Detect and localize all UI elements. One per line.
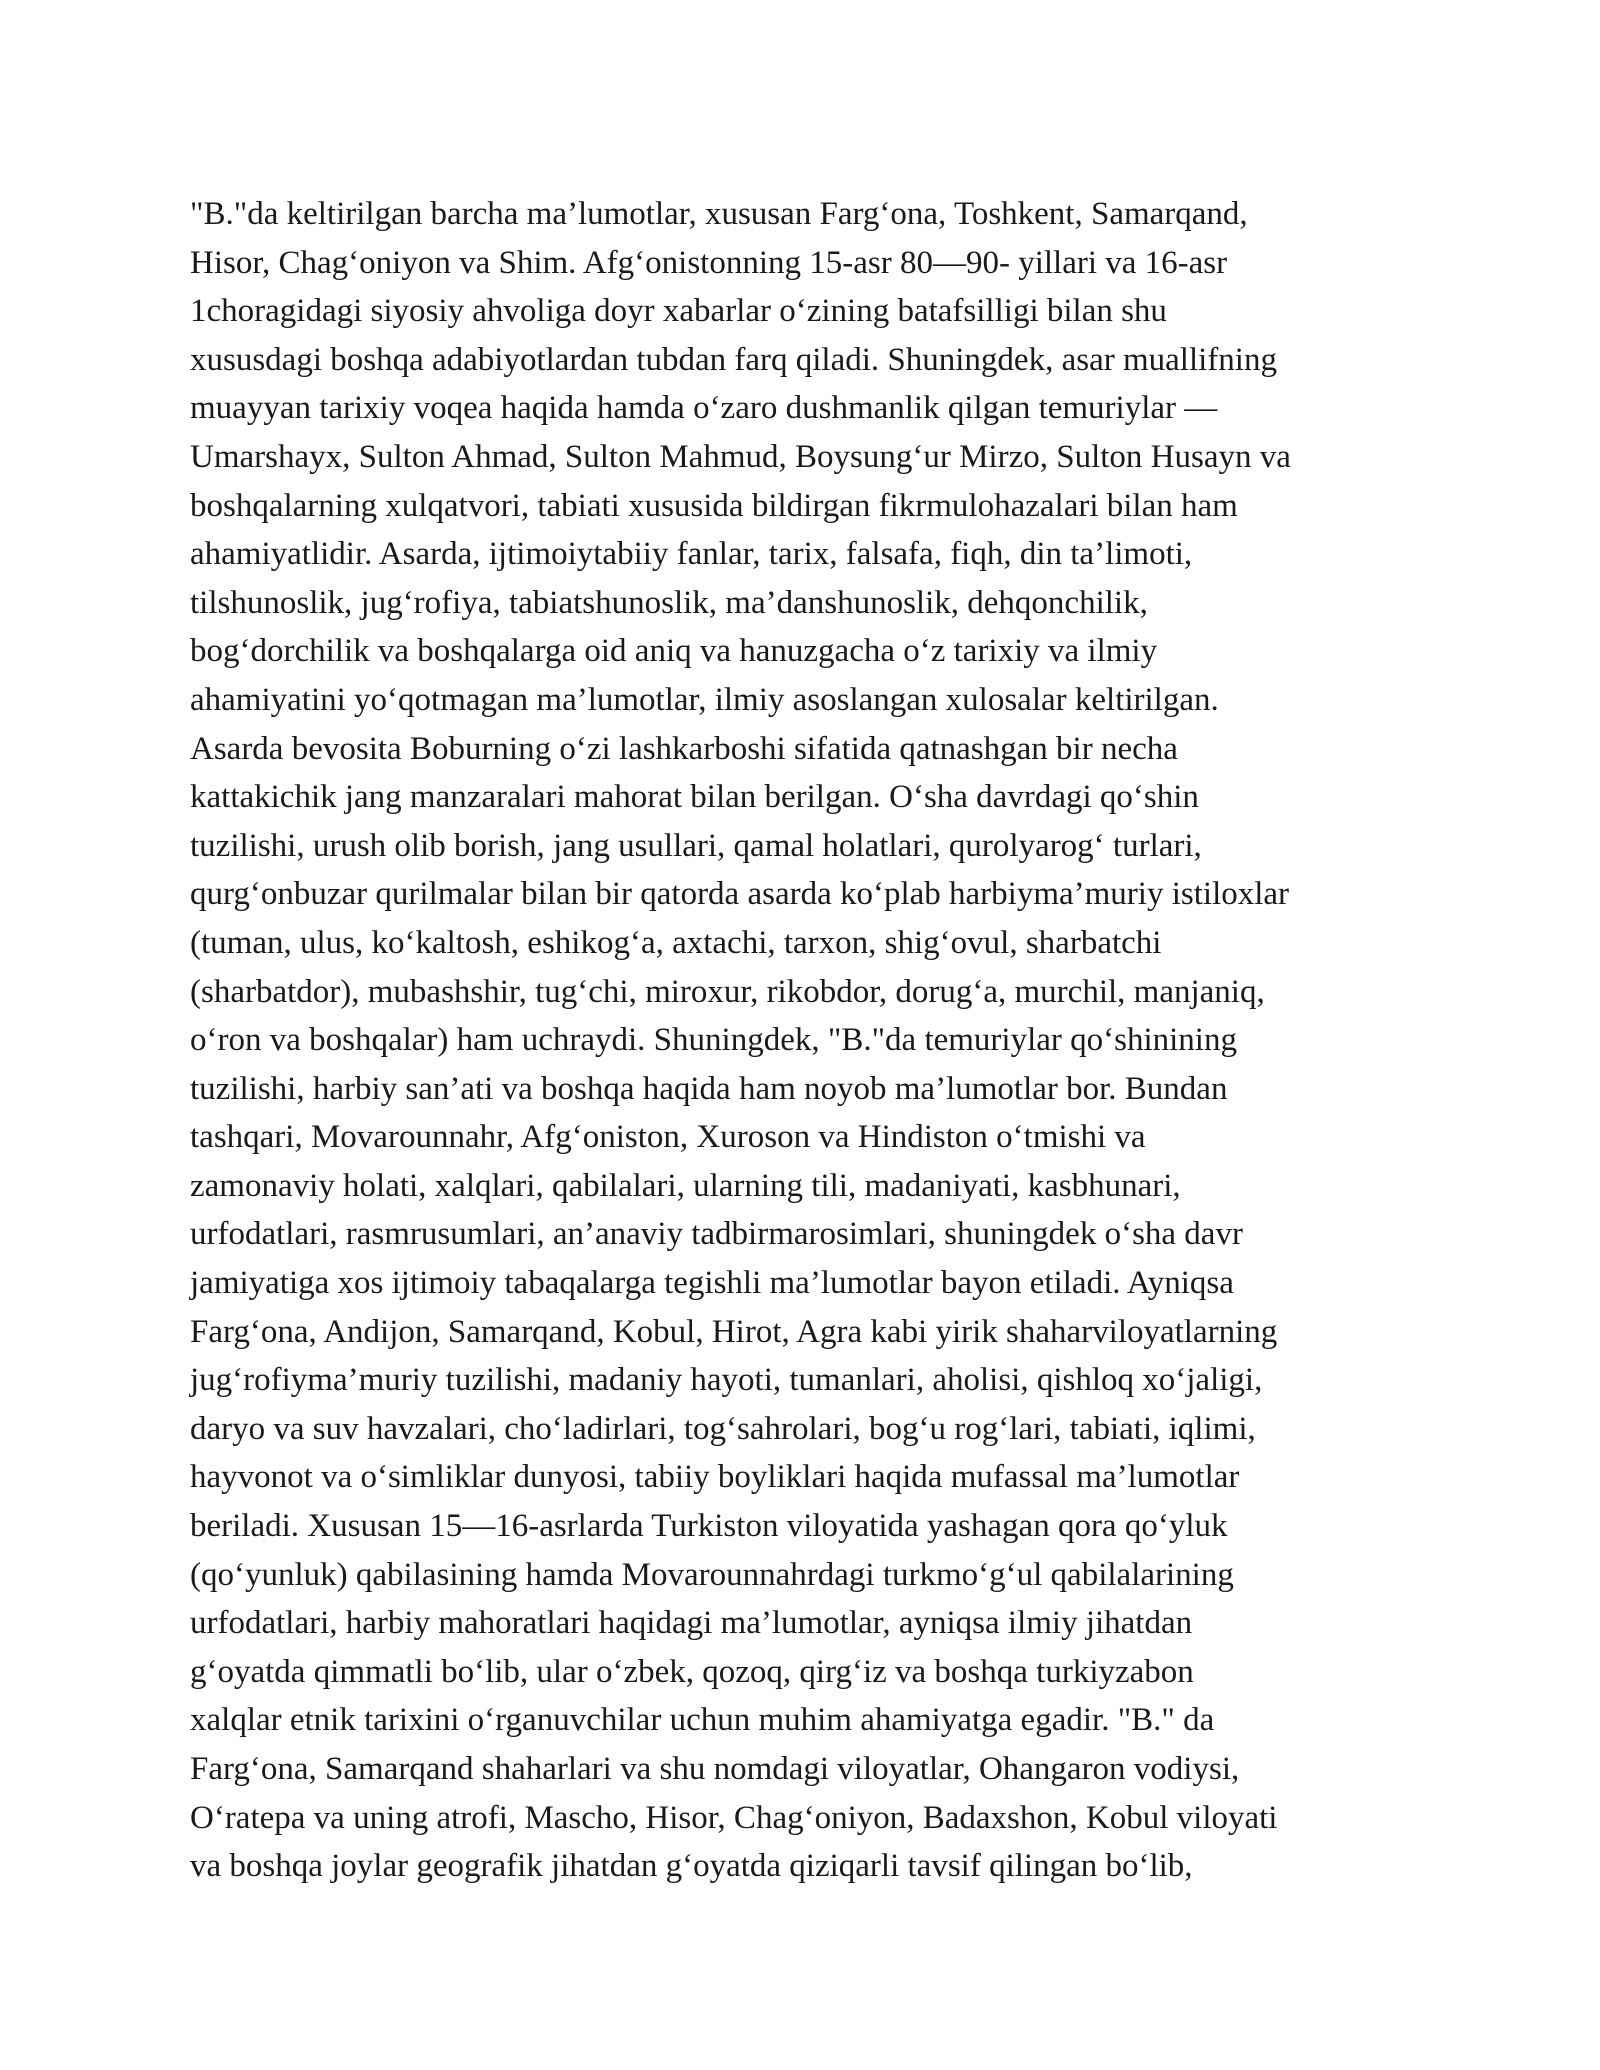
text-line: urfodatlari, harbiy mahoratlari haqidagi ma’lumotlar, ayniqsa ilmiy jihatdan: [190, 1605, 1193, 1642]
text-line: ahamiyatini yo‘qotmagan ma’lumotlar, ilmiy asoslangan xulosalar keltirilgan.: [190, 681, 1219, 718]
text-line: hayvonot va o‘simliklar dunyosi, tabiiy boyliklari haqida mufassal ma’lumotlar: [190, 1459, 1240, 1496]
text-line: O‘ratepa va uning atrofi, Mascho, Hisor, Chag‘oniyon, Badaxshon, Kobul viloyati: [190, 1799, 1278, 1836]
text-line: va boshqa joylar geografik jihatdan g‘oyatda qiziqarli tavsif qilingan bo‘lib,: [190, 1848, 1193, 1885]
text-line: Farg‘ona, Samarqand shaharlari va shu nomdagi viloyatlar, Ohangaron vodiysi,: [190, 1751, 1240, 1787]
text-line: kattakichik jang manzaralari mahorat bilan berilgan. O‘sha davrdagi qo‘shin: [190, 779, 1199, 816]
text-line: (qo‘yunluk) qabilasining hamda Movarounnahrdagi turkmo‘g‘ul qabilalarining: [190, 1556, 1234, 1593]
text-line: Hisor, Chag‘oniyon va Shim. Afg‘onistonning 15-asr 80—90- yillari va 16-asr: [190, 244, 1228, 281]
text-line: tilshunoslik, jug‘rofiya, tabiatshunoslik, ma’danshunoslik, dehqonchilik,: [190, 584, 1148, 621]
text-line: 1choragidagi siyosiy ahvoliga doyr xabarlar o‘zining batafsilligi bilan shu: [190, 293, 1167, 330]
body-text: [190, 190, 1450, 1891]
text-line: tashqari, Movarounnahr, Afg‘oniston, Xuroson va Hindiston o‘tmishi va: [190, 1119, 1146, 1156]
text-line: zamonaviy holati, xalqlari, qabilalari, ularning tili, madaniyati, kasbhunari,: [190, 1167, 1181, 1204]
text-line: daryo va suv havzalari, cho‘ladirlari, tog‘sahrolari, bog‘u rog‘lari, tabiati, iqlimi,: [190, 1410, 1256, 1447]
text-line: bog‘dorchilik va boshqalarga oid aniq va hanuzgacha o‘z tarixiy va ilmiy: [190, 633, 1158, 670]
text-line: muayyan tarixiy voqea haqida hamda o‘zaro dushmanlik qilgan temuriylar —: [190, 390, 1218, 427]
text-line: (sharbatdor), mubashshir, tug‘chi, miroxur, rikobdor, dorug‘a, murchil, manjaniq,: [190, 973, 1265, 1010]
text-line: boshqalarning xulqatvori, tabiati xususida bildirgan fikrmulohazalari bilan ham: [190, 487, 1238, 524]
text-line: jamiyatiga xos ijtimoiy tabaqalarga tegishli ma’lumotlar bayon etiladi. Ayniqsa: [190, 1265, 1234, 1302]
text-line: "B."da keltirilgan barcha ma’lumotlar, xususan Farg‘ona, Toshkent, Samarqand,: [190, 196, 1248, 232]
text-line: xususdagi boshqa adabiyotlardan tubdan farq qiladi. Shuningdek, asar muallifning: [190, 341, 1277, 378]
text-line: qurg‘onbuzar qurilmalar bilan bir qatorda asarda ko‘plab harbiyma’muriy istiloxlar: [190, 876, 1290, 913]
text-line: xalqlar etnik tarixini o‘rganuvchilar uchun muhim ahamiyatga egadir. "B." da: [190, 1702, 1215, 1739]
text-line: Farg‘ona, Andijon, Samarqand, Kobul, Hirot, Agra kabi yirik shaharviloyatlarning: [190, 1313, 1278, 1350]
text-line: tuzilishi, harbiy san’ati va boshqa haqida ham noyob ma’lumotlar bor. Bundan: [190, 1070, 1228, 1107]
text-line: Umarshayx, Sulton Ahmad, Sulton Mahmud, Boysung‘ur Mirzo, Sulton Husayn va: [190, 438, 1291, 475]
text-line: (tuman, ulus, ko‘kaltosh, eshikog‘a, axtachi, tarxon, shig‘ovul, sharbatchi: [190, 924, 1162, 961]
text-line: Asarda bevosita Boburning o‘zi lashkarboshi sifatida qatnashgan bir necha: [190, 730, 1178, 767]
text-line: urfodatlari, rasmrusumlari, an’anaviy tadbirmarosimlari, shuningdek o‘sha davr: [190, 1216, 1243, 1253]
text-line: o‘ron va boshqalar) ham uchraydi. Shuningdek, "B."da temuriylar qo‘shinining: [190, 1022, 1237, 1059]
text-line: tuzilishi, urush olib borish, jang usullari, qamal holatlari, qurolyarog‘ turlari,: [190, 827, 1202, 864]
text-line: g‘oyatda qimmatli bo‘lib, ular o‘zbek, qozoq, qirg‘iz va boshqa turkiyzabon: [190, 1653, 1194, 1690]
text-line: ahamiyatlidir. Asarda, ijtimoiytabiiy fanlar, tarix, falsafa, fiqh, din ta’limoti,: [190, 536, 1193, 573]
text-line: beriladi. Xususan 15—16-asrlarda Turkiston viloyatida yashagan qora qo‘yluk: [190, 1508, 1228, 1545]
text-line: jug‘rofiyma’muriy tuzilishi, madaniy hayoti, tumanlari, aholisi, qishloq xo‘jaligi,: [190, 1362, 1263, 1399]
